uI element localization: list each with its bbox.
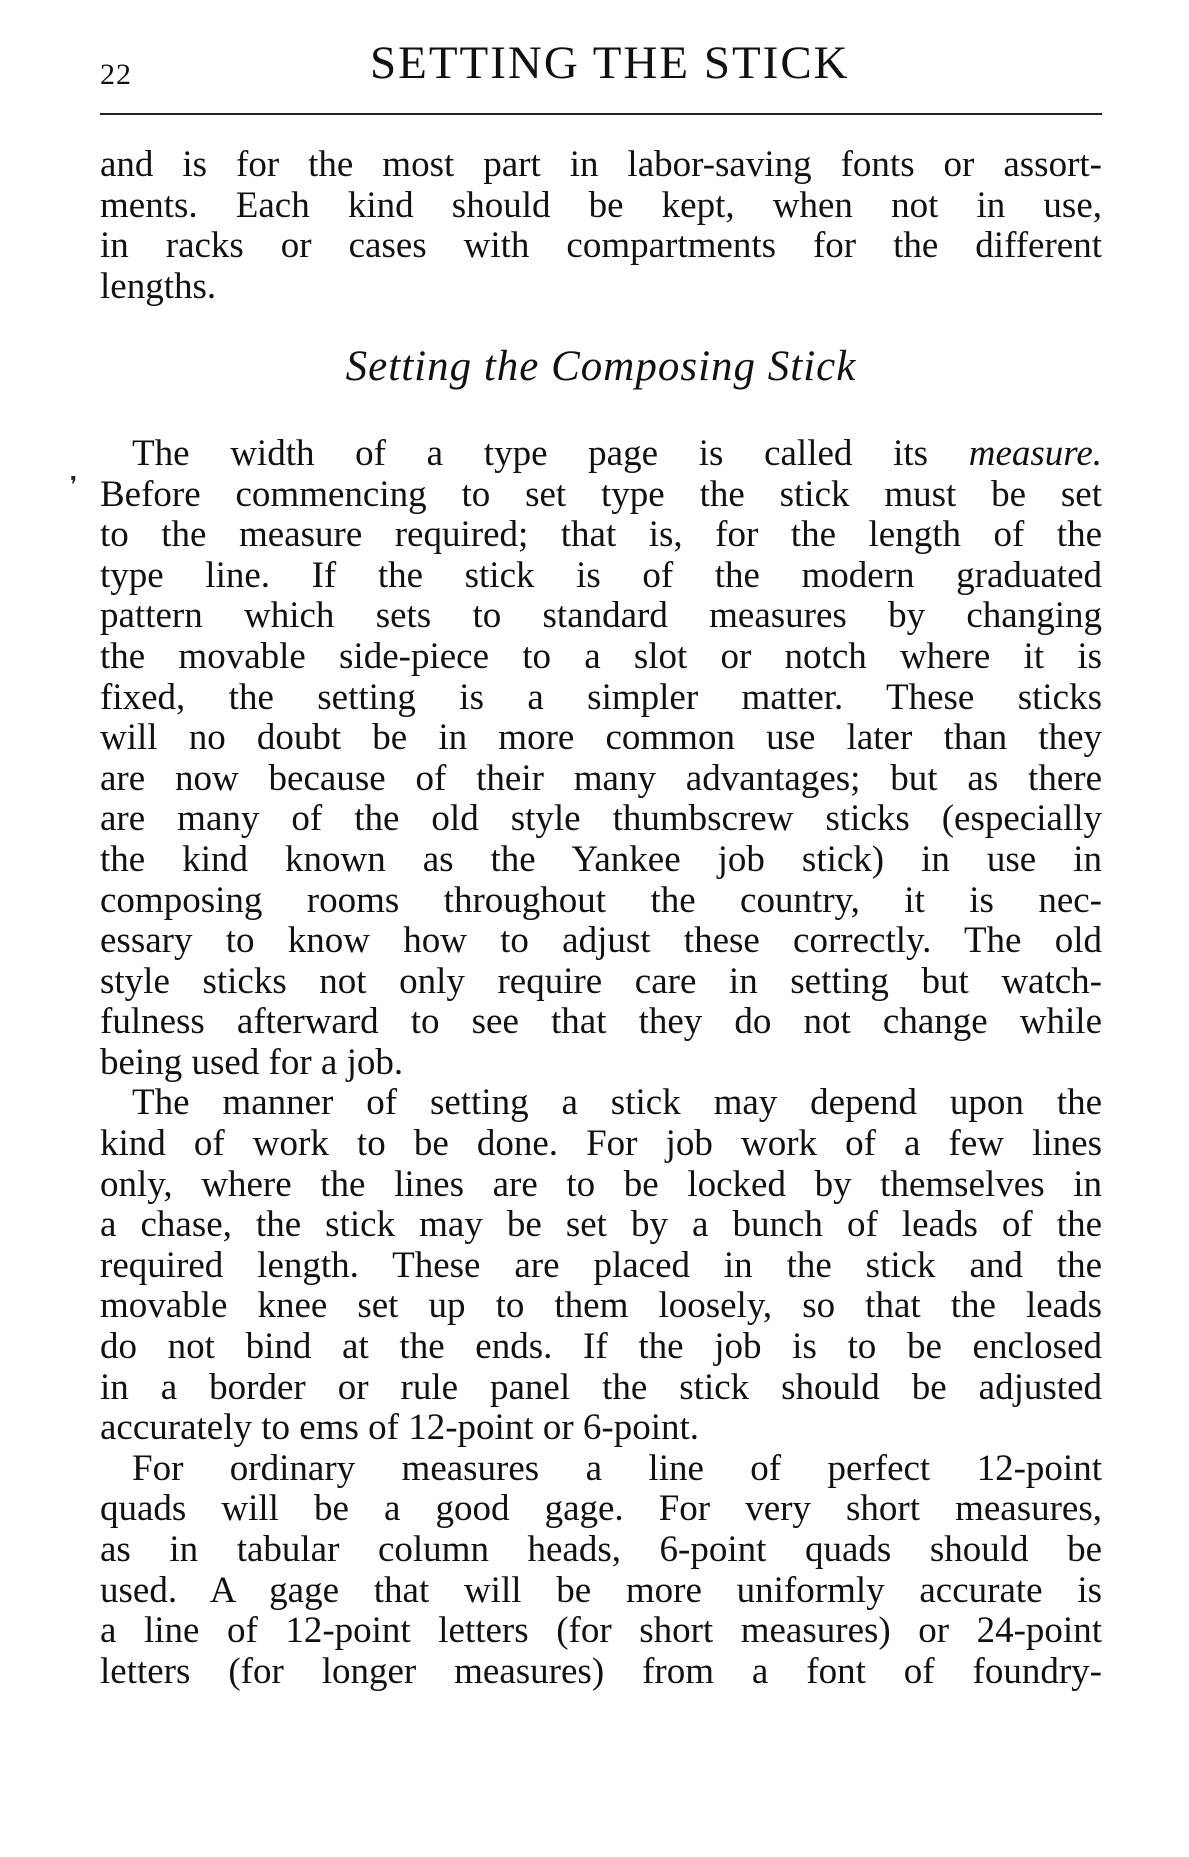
text-line-first: The manner of setting a stick may depend upon the	[132, 1082, 1102, 1124]
text-line: movable knee set up to them loosely, so that the leads	[100, 1285, 1102, 1327]
text-line: style sticks not only require care in setting but watch-	[100, 960, 1102, 1002]
text-line: in racks or cases with compartments for the different	[100, 225, 1102, 267]
text-line: are now because of their many advantages; but as there	[100, 757, 1102, 799]
text-line: lengths.	[100, 265, 217, 307]
italic-term-measure: measure.	[968, 432, 1102, 474]
text-line: will no doubt be in more common use later than they	[100, 717, 1102, 759]
section-heading: Setting the Composing Stick	[345, 343, 857, 391]
text-line: a line of 12-point letters (for short measures) or 24-point	[100, 1610, 1102, 1652]
text-line: do not bind at the ends. If the job is to be enclosed	[100, 1326, 1102, 1368]
text-line: composing rooms throughout the country, it is nec-	[100, 879, 1102, 921]
text-line: ments. Each kind should be kept, when not in use,	[100, 184, 1102, 226]
text-line: letters (for longer measures) from a font of foundry-	[100, 1650, 1102, 1692]
text-line: a chase, the stick may be set by a bunch of leads of the	[100, 1204, 1102, 1246]
running-head	[100, 36, 1100, 96]
running-title: SETTING THE STICK	[370, 37, 850, 89]
text-line: type line. If the stick is of the modern graduated	[100, 554, 1102, 596]
text-line: fixed, the setting is a simpler matter. These sticks	[100, 676, 1102, 718]
paragraph-2	[100, 1083, 1102, 1448]
text-line: the kind known as the Yankee job stick) in use in	[100, 838, 1102, 880]
text-line: as in tabular column heads, 6-point quads should be	[100, 1529, 1102, 1570]
text-line: essary to know how to adjust these correctly. The old	[100, 920, 1102, 962]
text-line: required length. These are placed in the stick and the	[100, 1244, 1102, 1286]
text-line: kind of work to be done. For job work of a few lines	[100, 1123, 1102, 1165]
text-line: in a border or rule panel the stick should be adjusted	[100, 1366, 1102, 1408]
text-line: pattern which sets to standard measures by changing	[100, 595, 1102, 637]
text-line: only, where the lines are to be locked by themselves in	[100, 1163, 1102, 1205]
first-line-text: The width of a type page is called its	[132, 432, 929, 474]
intro-paragraph	[100, 145, 1102, 307]
text-line: being used for a job.	[100, 1041, 404, 1083]
page-number: 22	[100, 58, 132, 91]
header-rule	[100, 113, 1102, 115]
text-line: accurately to ems of 12-point or 6-point.	[100, 1407, 700, 1449]
margin-mark: ❜	[70, 472, 78, 497]
text-line: Before commencing to set type the stick must be set	[100, 473, 1102, 515]
text-line-first: For ordinary measures a line of perfect 12-point	[132, 1447, 1102, 1489]
text-line: are many of the old style thumbscrew sticks (especially	[100, 798, 1102, 840]
text-line: the movable side-piece to a slot or notch where it is	[100, 635, 1102, 677]
text-line: fulness afterward to see that they do not change while	[100, 1001, 1102, 1043]
text-line: used. A gage that will be more uniformly accurate is	[100, 1569, 1102, 1611]
paragraph-3	[100, 1449, 1102, 1693]
text-line-first	[100, 434, 1102, 475]
text-line: to the measure required; that is, for the length of the	[100, 514, 1102, 556]
body-text	[100, 145, 1102, 1692]
text-line: and is for the most part in labor-saving fonts or assort-	[100, 144, 1102, 185]
paragraph-1	[100, 434, 1102, 1084]
text-line: quads will be a good gage. For very short measures,	[100, 1488, 1102, 1530]
